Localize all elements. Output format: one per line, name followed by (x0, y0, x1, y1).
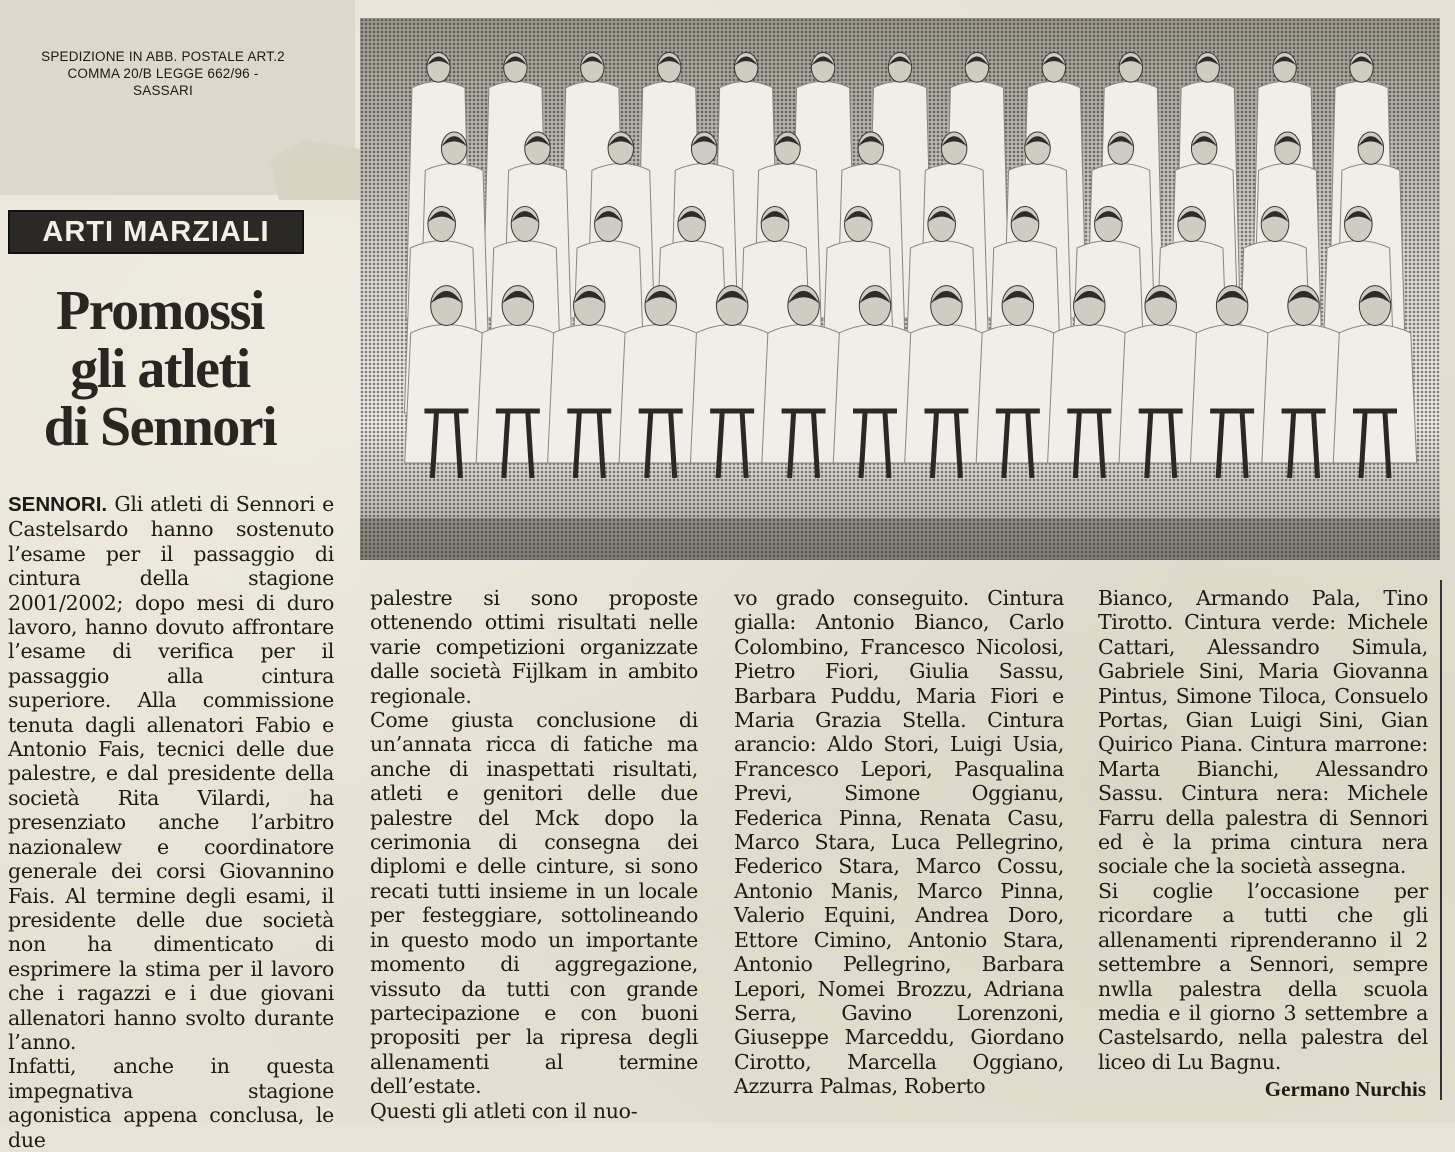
article-headline: Promossi gli atleti di Sennori (43, 280, 277, 458)
article-column-3: vo grado conseguito. Cintura gialla: Antonio Bianco, Carlo Colombino, Francesco Nicolosi, Pietro Fiori, Giulia Sassu, Barbara Puddu, Maria Fiori e Maria Grazia Stella. Cintura arancio: Aldo Stori, Luigi Usia, Francesco Lepori, Pasqualina Previ, Simone Oggianu, Federica Pinna, Renata Casu, Marco Stara, Luca Pellegrino, Federico Stara, Marco Cossu, Antonio Manis, Marco Pinna, Valerio Equini, Andrea Doro, Ettore Cimino, Antonio Stara, Antonio Pellegrino, Barbara Lepori, Nomei Brozzu, Adriana Serra, Gavino Lorenzoni, Giuseppe Marceddu, Giordano Cirotto, Marcella Oggiano, Azzurra Palmas, Roberto (734, 586, 1064, 1099)
postal-notice (38, 48, 288, 99)
article-column-2: palestre si sono proposte ottenendo ottimi risultati nelle varie competizioni organizzate dalle società Fijlkam in ambito regionale. Come giusta conclusione di un’annata ricca di fatiche ma anche di inaspettati risultati, atleti e genitori delle due palestre del Mck dopo la cerimonia di consegna dei diplomi e delle cinture, si sono recati tutti insieme in un locale per festeggiare, sottolineando in questo modo un importante momento di aggregazione, vissuto da tutti con grande partecipazione e con buoni propositi per la ripresa degli allenamenti al termine dell’estate. Questi gli atleti con il nuo- (370, 586, 698, 1123)
article-column-1 (8, 492, 334, 1152)
article-byline: Germano Nurchis (1264, 1077, 1426, 1101)
group-photo-figures (360, 18, 1440, 560)
column-rule (1440, 580, 1442, 1100)
floor-shadow (360, 518, 1440, 560)
group-photo (360, 18, 1440, 560)
article-column-1-text: Gli atleti di Sennori e Castelsardo hanno sostenuto l’esame per il passaggio di cintura della stagione 2001/2002; dopo mesi di duro lavoro, hanno dovuto affrontare l’esame di verifica per il passaggio alla cintura superiore. Alla commissione tenuta dagli allenatori Fabio e Antonio Fais, tecnici delle due palestre, e dal presidente della società Rita Vilardi, ha presenziato anche l’arbitro nazionalew e coordinatore generale dei corsi Giovannino Fais. Al termine degli esami, il presidente delle due società non ha dimenticato di esprimere la stima per il lavoro che i ragazzi e i due giovani allenatori hanno svolto durante l’anno. Infatti, anche in questa impegnativa stagione agonistica appena conclusa, le due (8, 492, 334, 1152)
article-dateline: SENNORI. (8, 493, 108, 516)
postal-line-1: SPEDIZIONE IN ABB. POSTALE ART.2 (41, 49, 285, 64)
section-label: ARTI MARZIALI (8, 210, 304, 254)
postal-line-2: COMMA 20/B LEGGE 662/96 - SASSARI (67, 66, 259, 98)
article-column-4: Bianco, Armando Pala, Tino Tirotto. Cintura verde: Michele Cattari, Alessandro Simula, Gabriele Sini, Maria Giovanna Pintus, Simone Tiloca, Consuelo Portas, Gian Luigi Sini, Gian Quirico Piana. Cintura marrone: Marta Bianchi, Alessandro Sassu. Cintura nera: Michele Farru della palestra di Sennori ed è la prima cintura nera sociale che la società assegna. Si coglie l’occasione per ricordare a tutti che gli allenamenti riprenderanno il 2 settembre a Sennori, sempre nwlla palestra della scuola media e il giorno 3 settembre a Castelsardo, nella palestra del liceo di Lu Bagnu. (1098, 586, 1428, 1074)
